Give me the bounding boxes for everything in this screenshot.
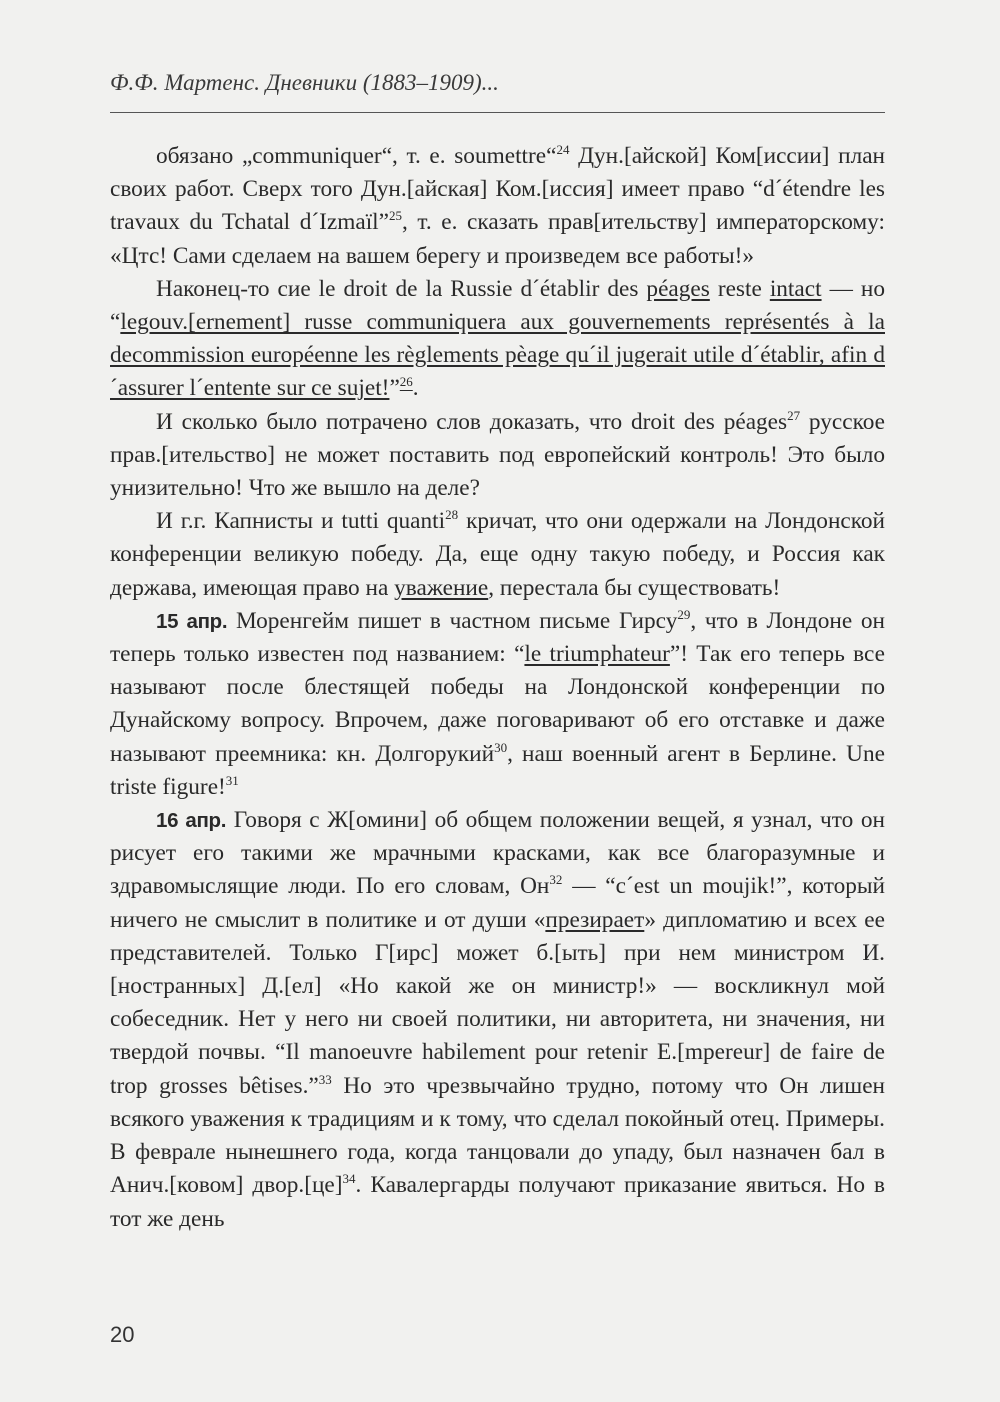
entry-date: 16 апр. (156, 809, 227, 833)
header-rule (110, 112, 885, 113)
paragraph-3: И сколько было потрачено слов доказать, что droit des péages$^{27}$ русское прав.[ительство] не может поставить под европейский контроль! Это было унизительно! Что же вышло на деле? (110, 407, 886, 502)
footnote-ref: 31 (225, 773, 239, 789)
footnote-ref: 30 (494, 739, 508, 755)
footnote-ref: 28 (445, 507, 459, 523)
footnote-ref: 27 (787, 407, 801, 423)
underlined-text: уважение (394, 574, 489, 601)
underlined-text: презирает (545, 906, 645, 933)
underlined-text: intact (769, 275, 822, 302)
entry-date: 15 апр. (156, 609, 228, 633)
underlined-text: péages (646, 275, 710, 302)
footnote-ref: 33 (318, 1071, 332, 1087)
footnote-ref: 26 (399, 374, 413, 390)
paragraph-4: И г.г. Капнисты и tutti quanti$^{28}$ кричат, что они одержали на Лондонской конференции великую победу. Да, еще одну такую победу, и Россия как держава, имеющая право на уважение, перестала бы существовать! (110, 507, 885, 601)
footnote-ref: 24 (556, 142, 570, 158)
paragraph-1: обязано „communiquer“, т. е. soumettre“$^{24}$ Дун.[айской] Ком[иссии] план своих работ. Сверх того Дун.[айская] Ком.[иссия] имеет право “d´étendre les travaux du Tchatal d´Izmaïl”$^{25}$, т. е. сказать прав[ительству] императорскому: «Цтс! Сами сделаем на вашем берегу и произведем все работы!» (110, 142, 885, 269)
paragraph-2: Наконец-то сие le droit de la Russie d´établir des péages reste intact — но “legouv.[ernement] russe communiquera aux gouvernements représentés à la decommission européenne les règlements pèage qu´il jugerait utile d´établir, afin d´assurer l´entente sur ce sujet!”$^{26}$. (110, 275, 885, 402)
page-number: 20 (110, 1322, 135, 1347)
paragraph-5: 15 апр. Моренгейм пишет в частном письме Гирсу$^{29}$, что в Лондоне он теперь только известен под названием: “le triumphateur”! Так его теперь все называют после блестящей победы на Лондонской конференции по Дунайскому вопросу. Впрочем, даже поговаривают об его отставке и даже называют преемника: кн. Долгорукий$^{30}$, наш военный агент в Берлине. Une triste figure!$^{31}$ (110, 607, 886, 800)
footnote-ref: 32 (549, 872, 563, 888)
footnote-ref: 25 (388, 208, 402, 224)
underlined-text: legouv.[ernement] russe communiquera aux gouvernements représentés à la decommission européenne les règlements pèage qu´il jugerait utile d´établir, afin d´assurer l´entente sur ce sujet! (110, 309, 885, 402)
running-header: Ф.Ф. Мартенс. Дневники (1883–1909)... (110, 70, 499, 95)
footnote-ref: 34 (342, 1171, 356, 1187)
footnote-ref: 29 (677, 607, 691, 623)
underlined-text: le triumphateur (524, 641, 670, 668)
body-text (110, 140, 885, 1236)
paragraph-6: 16 апр. Говоря с Ж[омини] об общем положении вещей, я узнал, что он рисует его такими же мрачными красками, как все благоразумные и здравомыслящие люди. По его словам, $Он^{32}$ — “c´est un moujik!”, который ничего не смыслит в политике и от души «презирает» дипломатию и всех ее представителей. Только Г[ирс] может б.[ыть] при нем министром И.[ностранных] Д.[ел] «Но какой же он министр!» — воскликнул мой собеседник. Нет у него ни своей политики, ни авторитета, ни значения, ни твердой почвы. “Il manoeuvre habilement pour retenir E.[mpereur] de faire de trop grosses bêtises.”$^{33}$ Но это чрезвычайно трудно, потому что Он лишен всякого уважения к традициям и к тому, что сделал покойный отец. Примеры. В феврале нынешнего года, когда танцовали до упаду, был назначен бал в Анич.[ковом] двор.[це]$^{34}$. Кавалергарды получают приказание явиться. Но в тот же день (110, 807, 885, 1232)
